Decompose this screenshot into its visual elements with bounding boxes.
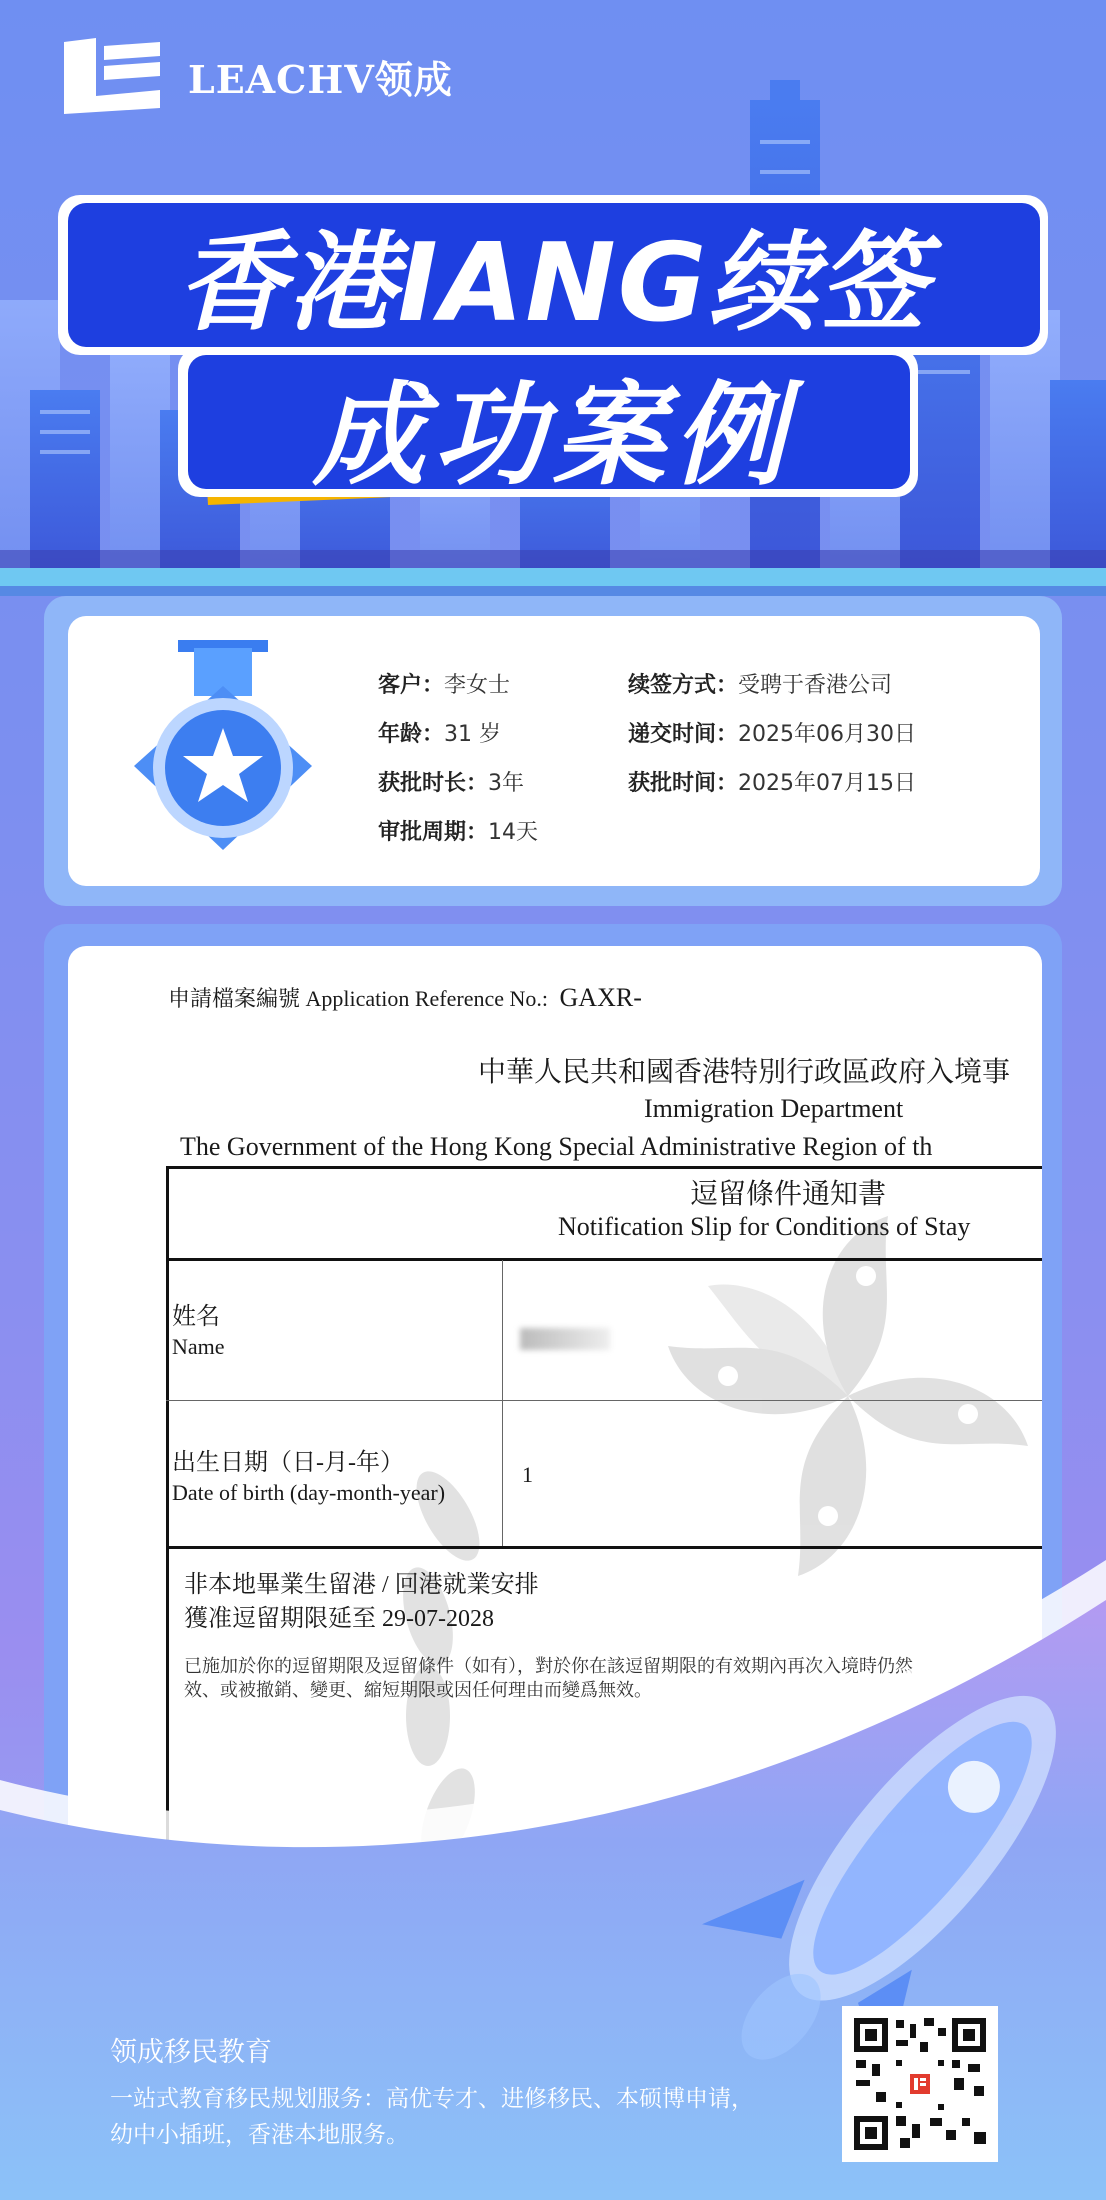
footer-desc-2: 幼中小插班，香港本地服务。 <box>110 2122 409 2148</box>
info-age: 年龄：31 岁 <box>378 722 502 747</box>
doc-dob-en: Date of birth (day-month-year) <box>172 1480 446 1505</box>
doc-dept-en: Immigration Department <box>644 1094 904 1123</box>
doc-ref: 申請檔案編號 Application Reference No.: GAXR- <box>168 983 642 1012</box>
doc-note-1: 已施加於你的逗留期限及逗留條件（如有），對於你在該逗留期限的有效期內再次入境時仍然 <box>184 1656 913 1676</box>
table-border-top <box>166 1166 1042 1169</box>
qr-code[interactable] <box>842 2006 998 2162</box>
doc-slip-cn: 逗留條件通知書 <box>690 1179 887 1210</box>
table-divider-1 <box>166 1258 1042 1261</box>
info-submit-time: 递交时间：2025年06月30日 <box>628 722 916 747</box>
info-approved-duration: 获批时长：3年 <box>378 771 525 796</box>
logo-mark <box>60 36 164 116</box>
table-divider-2 <box>166 1400 1042 1401</box>
footer-desc-1: 一站式教育移民规划服务：高优专才、进修移民、本硕博申请， <box>110 2086 754 2112</box>
doc-note-2: 效、或被撤銷、變更、縮短期限或因任何理由而變爲無效。 <box>184 1680 652 1700</box>
doc-scheme: 非本地畢業生留港 / 回港就業安排 <box>184 1572 539 1598</box>
info-review-period: 审批周期：14天 <box>378 820 539 845</box>
doc-dob-cn: 出生日期（日-月-年） <box>172 1450 404 1476</box>
doc-slip-en: Notification Slip for Conditions of Stay <box>558 1212 971 1241</box>
table-divider-3 <box>166 1546 1042 1549</box>
redacted-name <box>520 1328 610 1350</box>
headline-line-1: 香港IANG续签 <box>177 221 929 346</box>
doc-name-en: Name <box>172 1334 225 1359</box>
footer-title: 领成移民教育 <box>110 2037 272 2068</box>
divider-shadow <box>0 586 1106 596</box>
client-info-card <box>68 616 1040 886</box>
doc-dob-value: 1 <box>522 1462 533 1487</box>
headline-line-2: 成功案例 <box>313 371 793 501</box>
divider-band <box>0 568 1106 586</box>
doc-name-cn: 姓名 <box>172 1304 220 1330</box>
doc-extended: 獲准逗留期限延至 29-07-2028 <box>184 1606 494 1632</box>
info-renewal-method: 续签方式：受聘于香港公司 <box>628 673 893 698</box>
medal-star-icon <box>120 640 326 866</box>
doc-dept-cn: 中華人民共和國香港特別行政區政府入境事 <box>478 1057 1011 1088</box>
info-customer: 客户：李女士 <box>378 673 511 698</box>
brand-logo <box>60 36 453 116</box>
doc-gov-en: The Government of the Hong Kong Special Administrative Region of th <box>180 1132 933 1161</box>
info-approval-time: 获批时间：2025年07月15日 <box>628 771 916 796</box>
brand-name: LEACHV领成 <box>188 56 453 102</box>
table-col-divider <box>502 1260 503 1546</box>
